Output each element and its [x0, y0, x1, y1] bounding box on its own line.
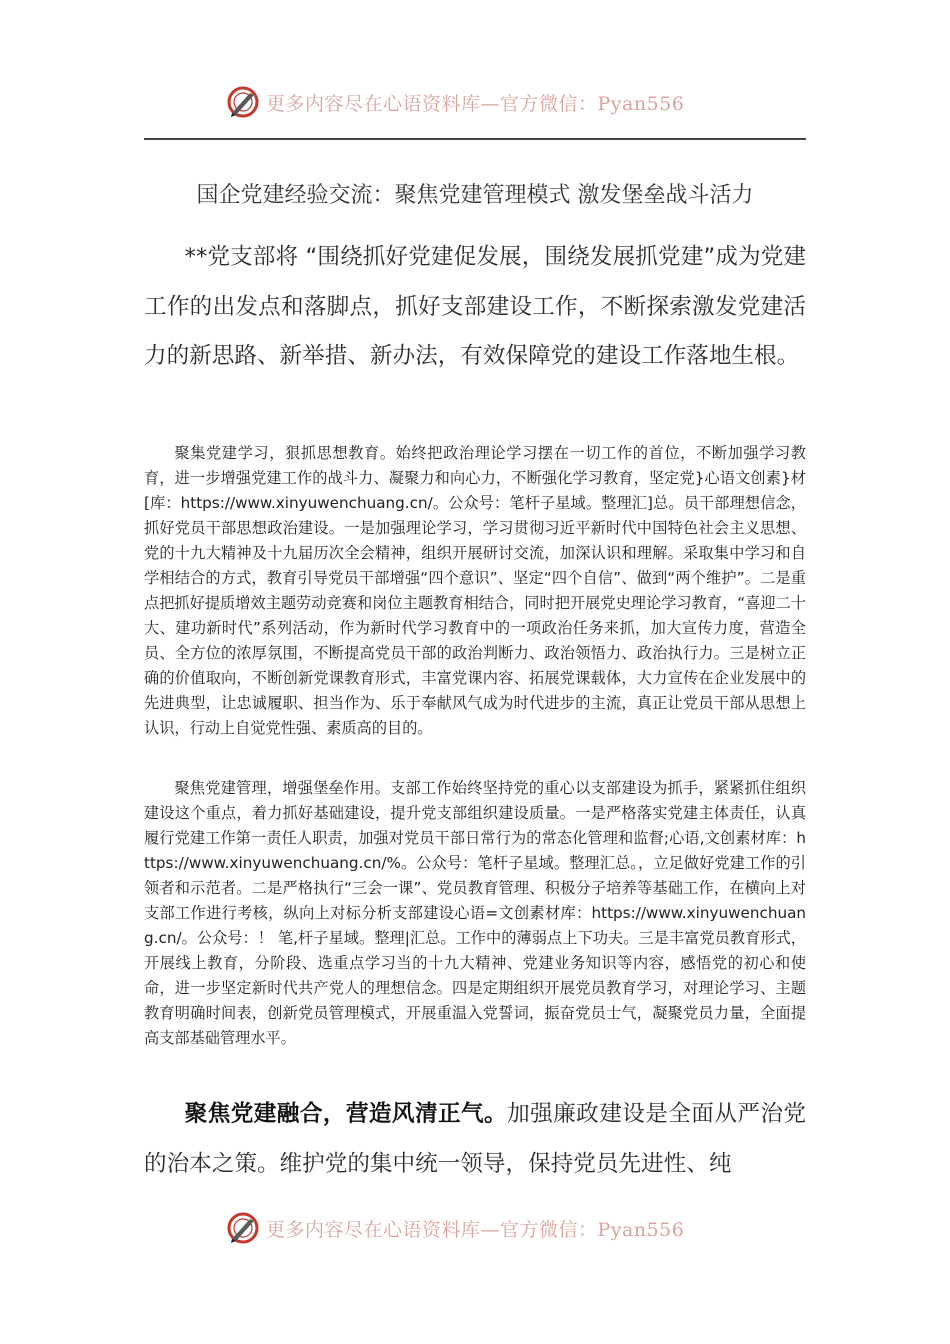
- page-title: 国企党建经验交流：聚焦党建管理模式 激发堡垒战斗活力: [196, 183, 754, 208]
- paragraph-integration: [144, 1090, 806, 1190]
- paragraph-integration-text: [144, 1090, 806, 1189]
- intro-paragraph-text: **党支部将 “围绕抓好党建促发展，围绕发展抓党建”成为党建工作的出发点和落脚点，抓好支部建设工作，不断探索激发党建活力的新思路、新举措、新办法，有效保障党的建设工作落地生根。: [144, 244, 806, 370]
- header-divider: [144, 138, 806, 140]
- footer-banner-text: 更多内容尽在心语资料库—官方微信：Pyan556: [266, 1218, 685, 1241]
- paragraph-integration-lead: 聚焦党建融合，营造风清正气。: [184, 1101, 508, 1127]
- header-banner-text: 更多内容尽在心语资料库—官方微信：Pyan556: [266, 92, 685, 115]
- intro-paragraph: [144, 233, 806, 433]
- header-banner: [226, 82, 746, 122]
- footer-banner: [226, 1208, 746, 1248]
- pen-and-circle-logo-icon: [226, 85, 260, 119]
- paragraph-management: 聚焦党建管理，增强堡垒作用。支部工作始终坚持党的重心以支部建设为抓手，紧紧抓住组织建设这个重点，着力抓好基础建设，提升党支部组织建设质量。一是严格落实党建主体责任，认真履行党建工作第一责任人职责，加强对党员干部日常行为的常态化管理和监督;心语,文创素材库：https://www.xinyuwenchuang.cn/%。公众号：笔杆子星域。整理汇总。，立足做好党建工作的引领者和示范者。二是严格执行“三会一课”、党员教育管理、积极分子培养等基础工作，在横向上对支部工作进行考核，纵向上对标分析支部建设心语=文创素材库：https://www.xinyuwenchuang.cn/。公众号：！ 笔,杆子星域。整理|汇总。工作中的薄弱点上下功夫。三是丰富党员教育形式，开展线上教育，分阶段、选重点学习当的十九大精神、党建业务知识等内容，感悟党的初心和使命，进一步坚定新时代共产党人的理想信念。四是定期组织开展党员教育学习，对理论学习、主题教育明确时间表，创新党员管理模式，开展重温入党誓词，振奋党员士气，凝聚党员力量，全面提高支部基础管理水平。: [144, 779, 806, 1047]
- paragraph-integration-body: 加强廉政建设是全面从严治党的治本之策。维护党的集中统一领导，保持党员先进性、纯: [144, 1101, 806, 1177]
- paragraph-study: 聚集党建学习，狠抓思想教育。始终把政治理论学习摆在一切工作的首位，不断加强学习教育，进一步增强党建工作的战斗力、凝聚力和向心力，不断强化学习教育，坚定党}心语文创素}材[库：https://www.xinyuwenchuang.cn/。公众号：笔杆子星域。整理汇]总。员干部理想信念，抓好党员干部思想政治建设。一是加强理论学习，学习贯彻习近平新时代中国特色社会主义思想、党的十九大精神及十九届历次全会精神，组织开展研讨交流，加深认识和理解。采取集中学习和自学相结合的方式，教育引导党员干部增强“四个意识”、坚定“四个自信”、做到“两个维护”。二是重点把抓好提质增效主题劳动竞赛和岗位主题教育相结合，同时把开展党史理论学习教育，“喜迎二十大、建功新时代”系列活动，作为新时代学习教育中的一项政治任务来抓，加大宣传力度，营造全员、全方位的浓厚氛围，不断提高党员干部的政治判断力、政治领悟力、政治执行力。三是树立正确的价值取向，不断创新党课教育形式，丰富党课内容、拓展党课载体，大力宣传在企业发展中的先进典型，让忠诚履职、担当作为、乐于奉献风气成为时代进步的主流，真正让党员干部从思想上认识，行动上自觉党性强、素质高的目的。: [144, 444, 806, 737]
- pen-and-circle-logo-icon: [226, 1211, 260, 1245]
